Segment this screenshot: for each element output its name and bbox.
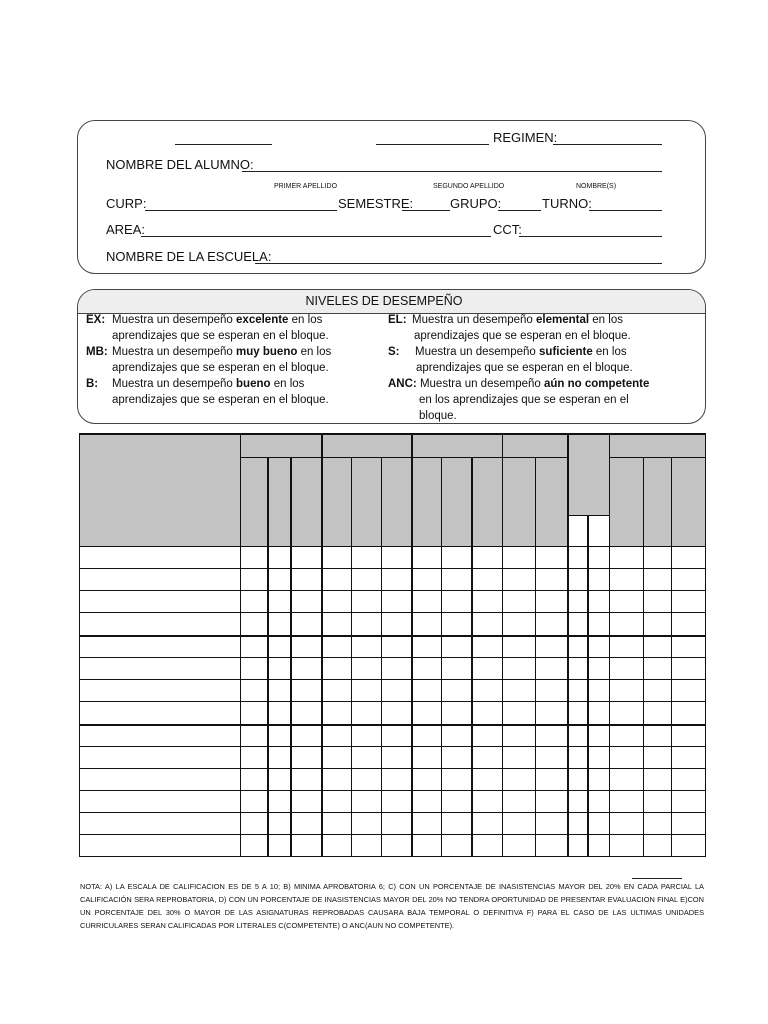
header-group-fill-6 bbox=[609, 433, 705, 457]
header-sub-fill-3 bbox=[290, 457, 321, 546]
escuela-label: NOMBRE DE LA ESCUELA: bbox=[106, 249, 272, 264]
table-border-left bbox=[79, 433, 80, 856]
nivel-el-code: EL: bbox=[388, 314, 407, 326]
table-header-bottom-line bbox=[79, 546, 705, 547]
nivel-s-line2: aprendizajes que se esperan en el bloque. bbox=[416, 362, 633, 374]
table-row-line-11 bbox=[79, 790, 705, 791]
nivel-el: EL: Muestra un desempeño elemental en los bbox=[388, 313, 623, 329]
nivel-ex-line2: aprendizajes que se esperan en el bloque. bbox=[112, 330, 329, 342]
table-row-line-12 bbox=[79, 812, 705, 813]
nivel-anc: ANC: Muestra un desempeño aún no competente bbox=[388, 378, 650, 390]
nivel-b: B: Muestra un desempeño bueno en los bbox=[86, 377, 304, 393]
header-group-fill-1 bbox=[240, 433, 321, 457]
signature-line[interactable] bbox=[632, 878, 682, 879]
nivel-el-line2: aprendizajes que se esperan en el bloque. bbox=[414, 330, 631, 342]
header-sub-fill-1 bbox=[240, 457, 267, 546]
header-sub-fill-7 bbox=[411, 457, 441, 546]
niveles-title: NIVELES DE DESEMPEÑO bbox=[305, 294, 463, 308]
segundo-apellido-caption: SEGUNDO APELLIDO bbox=[433, 183, 505, 190]
nivel-s: S: Muestra un desempeño suficiente en los bbox=[388, 345, 627, 361]
nota-text: NOTA: A) LA ESCALA DE CALIFICACION ES DE 5 A 10; B) MINIMA APROBATORIA 6; C) CON UN PORCENTAJE DE INASISTENCIAS MAYOR DEL 20% EN CADA PARCIAL LA CALIFICACIÓN SERA REPROBATORIA, D) CON UN PORCENTAJE DE INASISTENCIAS MAYOR DEL 20% NO TENDRA OPORTUNIDAD DE PRESENTAR EVALUACION FINAL E)CON UN PORCENTAJE DEL 30% O MAYOR DE LAS ASIGNATURAS REPROBADAS CAUSARA BAJA TEMPORAL O DEFINITIVA F) PARA EL CASO DE LAS ULTIMAS UNIDADES CURRICULARES SERAN CALIFICADAS POR LITERALES C(COMPETENTE) O ANC(AUN NO COMPETENTE). bbox=[80, 882, 704, 930]
nombres-caption: NOMBRE(S) bbox=[576, 183, 617, 190]
table-group-divider-5 bbox=[567, 433, 569, 856]
table-merged-sub-divider bbox=[587, 515, 589, 856]
nivel-b-line2: aprendizajes que se esperan en el bloque. bbox=[112, 394, 329, 406]
header-sub-fill-11 bbox=[535, 457, 567, 546]
regimen-label: REGIMEN: bbox=[493, 130, 558, 145]
nivel-anc-line3: bloque. bbox=[419, 410, 457, 422]
header-sub-fill-2 bbox=[267, 457, 290, 546]
nivel-anc-code: ANC: bbox=[388, 378, 417, 390]
area-label: AREA: bbox=[106, 222, 146, 237]
nivel-s-code: S: bbox=[388, 346, 400, 358]
table-row-line-4 bbox=[79, 635, 705, 637]
nivel-mb: MB: Muestra un desempeño muy bueno en los bbox=[86, 345, 331, 361]
table-row-line-7 bbox=[79, 701, 705, 702]
table-row-line-2 bbox=[79, 590, 705, 591]
header-group-fill-3 bbox=[411, 433, 502, 457]
header-sub-fill-5 bbox=[351, 457, 381, 546]
header-name-column-fill bbox=[79, 433, 240, 546]
nombre-alumno-label: NOMBRE DEL ALUMNO: bbox=[106, 157, 254, 172]
table-row-line-5 bbox=[79, 657, 705, 658]
header-sub-fill-15 bbox=[671, 457, 705, 546]
table-row-line-8 bbox=[79, 724, 705, 726]
table-border-top bbox=[79, 433, 705, 435]
header-sub-fill-6 bbox=[381, 457, 411, 546]
table-group-divider-3 bbox=[411, 433, 413, 856]
table-border-bottom bbox=[79, 856, 706, 857]
header-sub-fill-13 bbox=[609, 457, 643, 546]
grupo-label: GRUPO: bbox=[450, 196, 502, 211]
nivel-anc-line2: en los aprendizajes que se esperan en el bbox=[419, 394, 629, 406]
table-row-line-13 bbox=[79, 834, 705, 835]
header-sub-fill-4 bbox=[321, 457, 351, 546]
table-group-divider-2 bbox=[321, 433, 323, 856]
table-row-line-6 bbox=[79, 679, 705, 680]
nivel-b-code: B: bbox=[86, 378, 99, 390]
curp-label: CURP: bbox=[106, 196, 147, 211]
header-sub-fill-9 bbox=[471, 457, 502, 546]
nivel-mb-line2: aprendizajes que se esperan en el bloque. bbox=[112, 362, 329, 374]
table-row-line-10 bbox=[79, 768, 705, 769]
table-row-line-9 bbox=[79, 746, 705, 747]
table-header1-line-b bbox=[609, 457, 705, 458]
table-group-divider-1 bbox=[240, 433, 241, 856]
header-sub-fill-merged bbox=[567, 457, 609, 515]
turno-label: TURNO: bbox=[542, 196, 592, 211]
header-group-fill-5 bbox=[567, 433, 609, 457]
header-sub-fill-8 bbox=[441, 457, 471, 546]
nivel-mb-code: MB: bbox=[86, 346, 108, 358]
table-row-line-1 bbox=[79, 568, 705, 569]
primer-apellido-caption: PRIMER APELLIDO bbox=[274, 183, 338, 190]
table-border-right bbox=[705, 433, 706, 856]
cct-label: CCT: bbox=[493, 222, 522, 237]
header-sub-fill-14 bbox=[643, 457, 671, 546]
table-row-line-3 bbox=[79, 612, 705, 613]
nivel-ex-code: EX: bbox=[86, 314, 106, 326]
header-sub-fill-10 bbox=[502, 457, 535, 546]
nivel-ex: EX: Muestra un desempeño excelente en los bbox=[86, 313, 322, 329]
semestre-label: SEMESTRE: bbox=[338, 196, 414, 211]
table-group-divider-6 bbox=[609, 433, 610, 856]
header-group-fill-4 bbox=[502, 433, 567, 457]
header-group-fill-2 bbox=[321, 433, 411, 457]
table-group-divider-4 bbox=[502, 433, 503, 856]
